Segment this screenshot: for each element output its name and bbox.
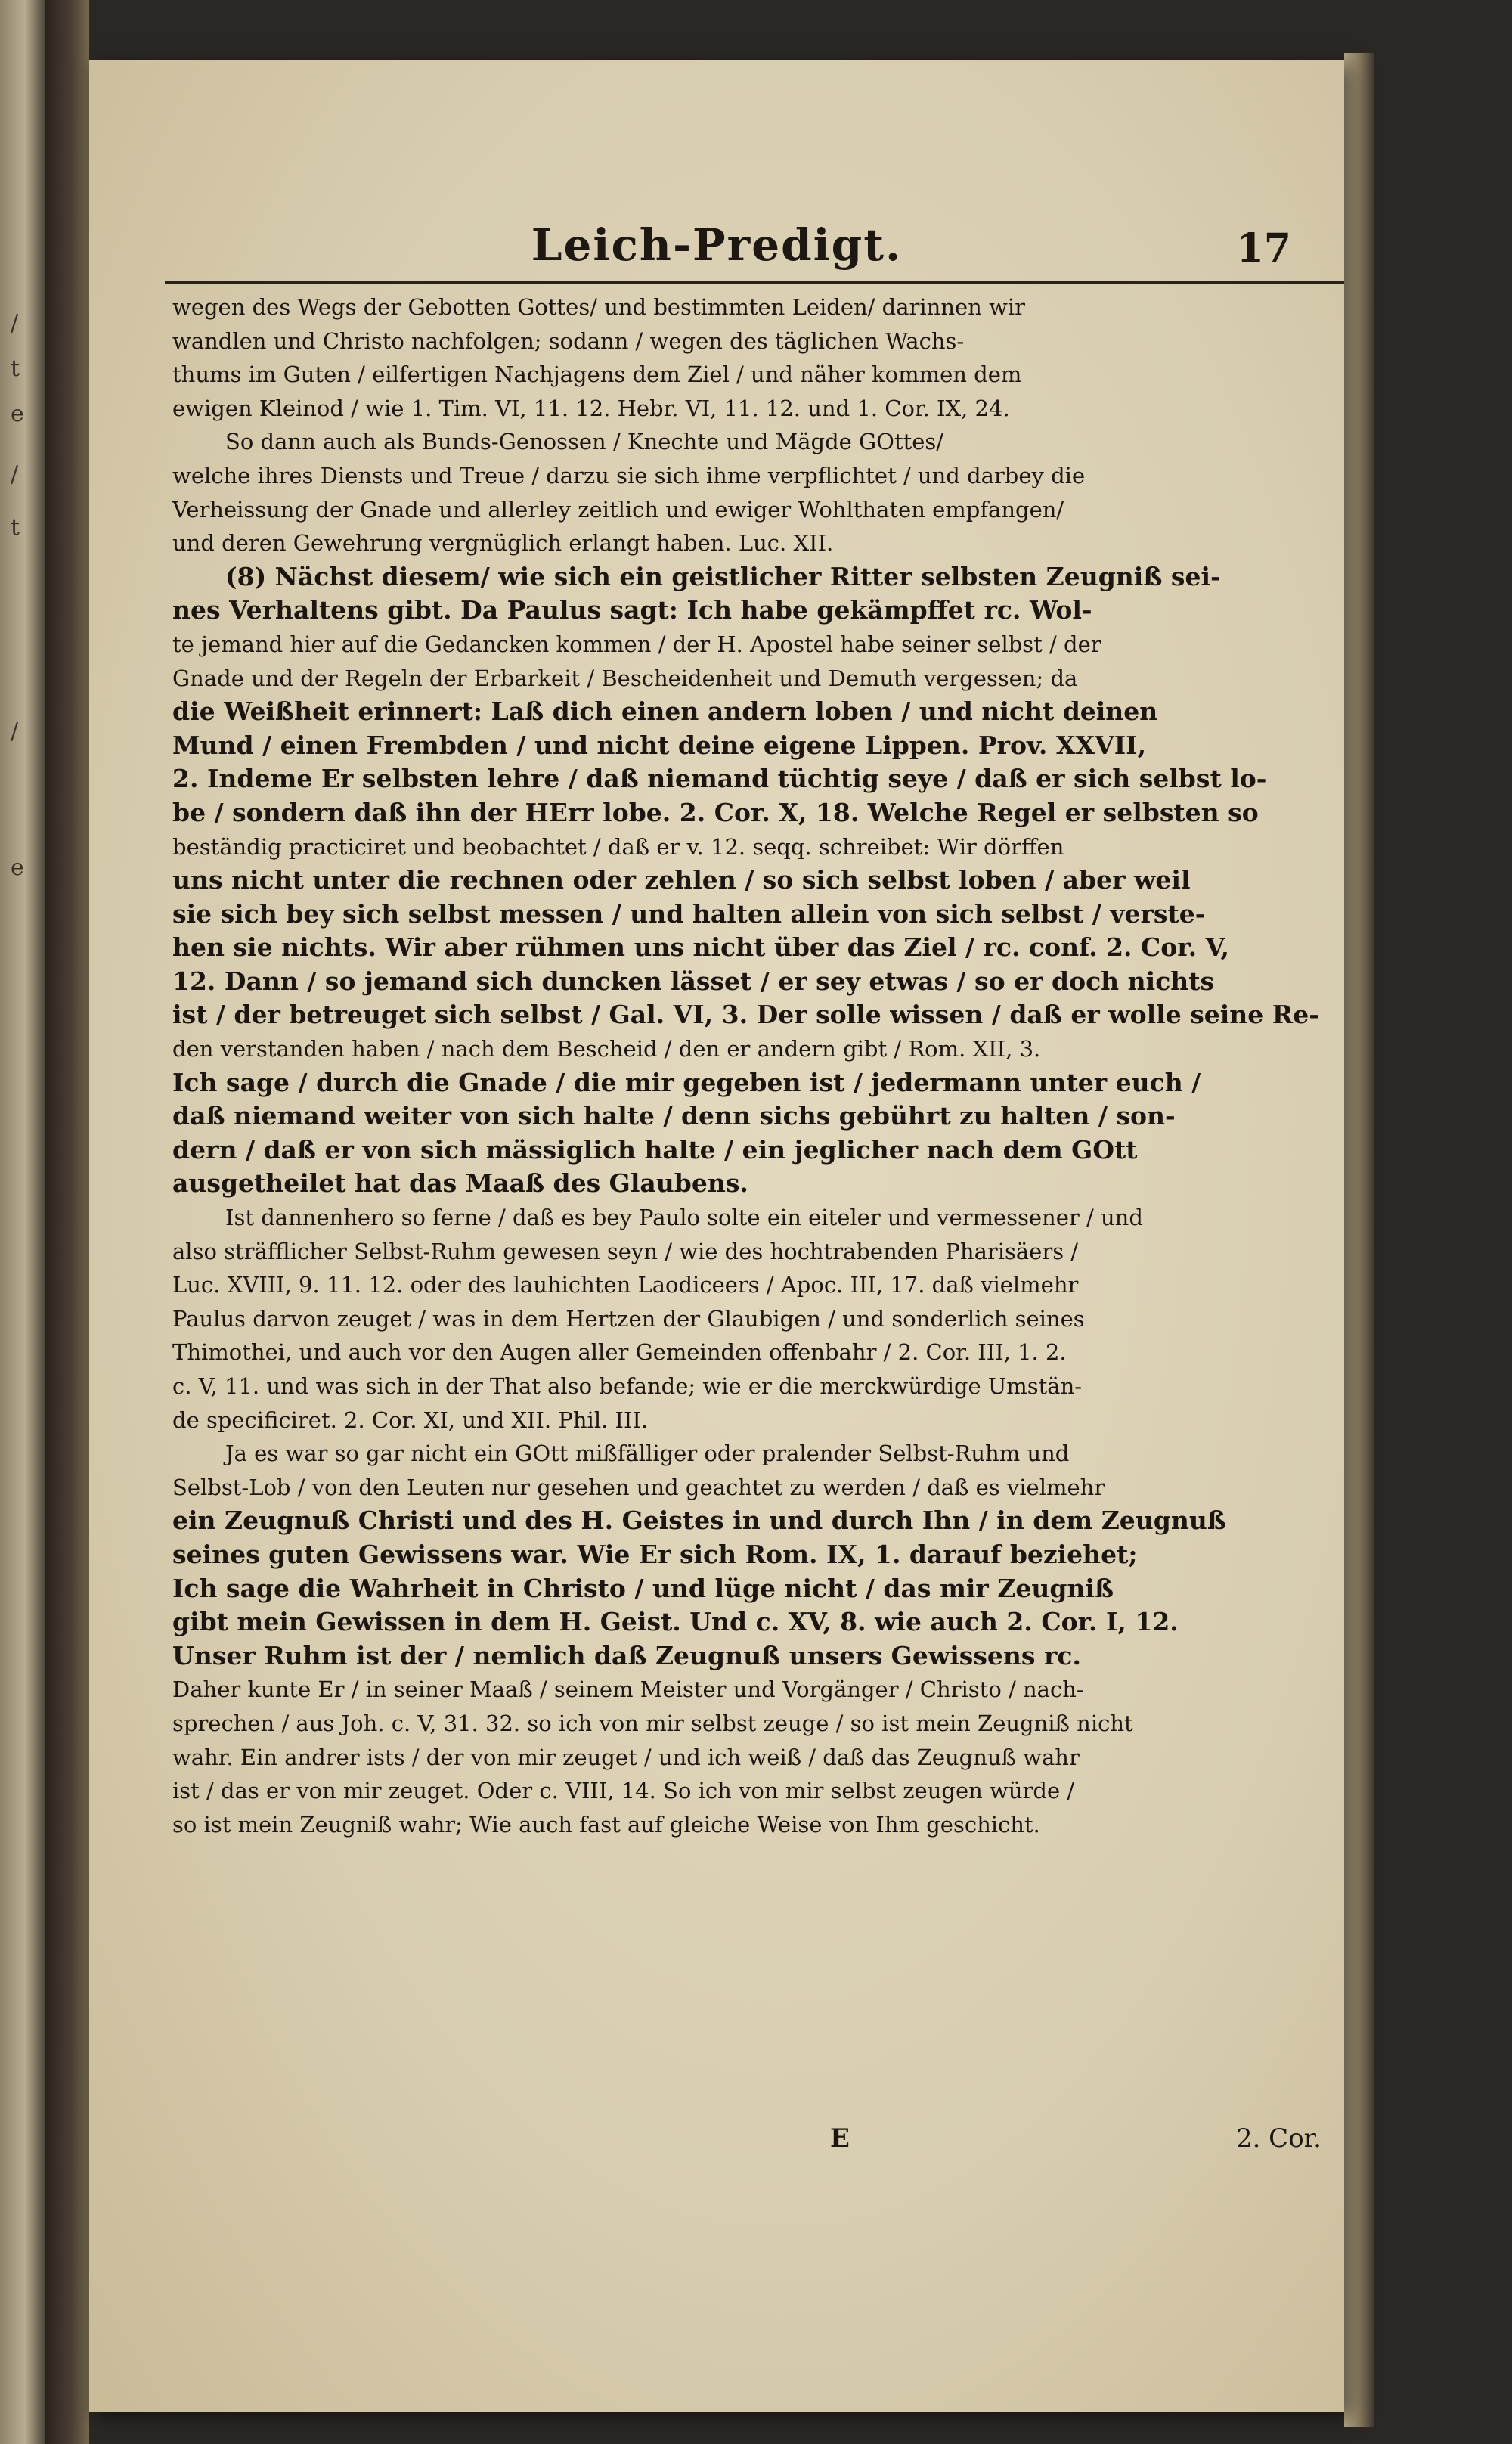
text-line: te jemand hier auf die Gedancken kommen / der H. Apostel habe seiner selbst / der: [172, 631, 1101, 657]
text-line: sprechen / aus Joh. c. V, 31. 32. so ich von mir selbst zeuge / so ist mein Zeugniß nicht: [172, 1710, 1133, 1736]
text-line: thums im Guten / eilfertigen Nachjagens dem Ziel / und näher kommen dem: [172, 361, 1022, 388]
text-line: uns nicht unter die rechnen oder zehlen / so sich selbst loben / aber weil: [172, 865, 1191, 895]
signature-mark: E: [830, 2123, 850, 2154]
text-line: Thimothei, und auch vor den Augen aller Gemeinden offenbahr / 2. Cor. III, 1. 2.: [172, 1339, 1067, 1366]
text-line: hen sie nichts. Wir aber rühmen uns nicht über das Ziel / rc. conf. 2. Cor. V,: [172, 932, 1229, 963]
text-line: de specificiret. 2. Cor. XI, und XII. Phil. III.: [172, 1407, 649, 1433]
text-line: Unser Ruhm ist der / nemlich daß Zeugnuß unsers Gewissens rc.: [172, 1640, 1081, 1670]
previous-page-letter: /: [11, 461, 19, 488]
text-line: ist / das er von mir zeuget. Oder c. VIII, 14. So ich von mir selbst zeugen würde /: [172, 1778, 1075, 1804]
text-line: ist / der betreuget sich selbst / Gal. VI, 3. Der solle wissen / daß er wolle seine Re-: [172, 1000, 1319, 1030]
footer-line: [172, 2123, 1344, 2161]
text-line: so ist mein Zeugniß wahr; Wie auch fast auf gleiche Weise von Ihm geschicht.: [172, 1811, 1040, 1838]
text-line: beständig practiciret und beobachtet / daß er v. 12. seqq. schreibet: Wir dörffen: [172, 833, 1064, 860]
book-page: [89, 60, 1344, 2412]
text-line: c. V, 11. und was sich in der That also befande; wie er die merckwürdige Umstän-: [172, 1373, 1083, 1399]
text-line: also sträfflicher Selbst-Ruhm gewesen seyn / wie des hochtrabenden Pharisäers /: [172, 1238, 1079, 1264]
text-line: Ich sage / durch die Gnade / die mir gegeben ist / jedermann unter euch /: [172, 1067, 1201, 1097]
text-line: die Weißheit erinnert: Laß dich einen andern loben / und nicht deinen: [172, 696, 1158, 727]
text-line: daß niemand weiter von sich halte / denn sichs gebührt zu halten / son-: [172, 1101, 1176, 1131]
text-line: Luc. XVIII, 9. 11. 12. oder des lauhichten Laodiceers / Apoc. III, 17. daß vielmehr: [172, 1272, 1079, 1298]
previous-page-letter: e: [11, 401, 24, 427]
text-line: be / sondern daß ihn der HErr lobe. 2. Cor. X, 18. Welche Regel er selbsten so: [172, 797, 1259, 827]
text-line: Mund / einen Frembden / und nicht deine eigene Lippen. Prov. XXVII,: [172, 730, 1147, 760]
text-line: dern / daß er von sich mässiglich halte / ein jeglicher nach dem GOtt: [172, 1134, 1138, 1165]
previous-page-letter: t: [11, 355, 20, 382]
body-text: [172, 290, 1344, 1841]
text-line: Daher kunte Er / in seiner Maaß / seinem Meister und Vorgänger / Christo / nach-: [172, 1676, 1084, 1703]
text-line: Gnade und der Regeln der Erbarkeit / Bescheidenheit und Demuth vergessen; da: [172, 665, 1078, 691]
book-gutter: [45, 0, 89, 2444]
previous-page-letter: /: [11, 310, 19, 337]
text-line: Ich sage die Wahrheit in Christo / und lüge nicht / das mir Zeugniß: [172, 1573, 1114, 1603]
previous-page-letter: t: [11, 514, 20, 541]
header-rule: [165, 281, 1344, 284]
text-line: (8) Nächst diesem/ wie sich ein geistlicher Ritter selbsten Zeugniß sei-: [225, 561, 1221, 591]
text-line: wegen des Wegs der Gebotten Gottes/ und bestimmten Leiden/ darinnen wir: [172, 294, 1026, 320]
catchword: 2. Cor.: [1235, 2123, 1321, 2154]
text-line: nes Verhaltens gibt. Da Paulus sagt: Ich habe gekämpffet rc. Wol-: [172, 595, 1092, 625]
text-line: gibt mein Gewissen in dem H. Geist. Und c. XV, 8. wie auch 2. Cor. I, 12.: [172, 1607, 1179, 1637]
text-line: So dann auch als Bunds-Genossen / Knechte und Mägde GOttes/: [225, 429, 944, 455]
running-head: Leich-Predigt.: [531, 219, 903, 271]
previous-page-edge: [0, 0, 45, 2444]
text-line: sie sich bey sich selbst messen / und halten allein von sich selbst / verste-: [172, 898, 1206, 929]
text-line: Paulus darvon zeuget / was in dem Hertzen der Glaubigen / und sonderlich seines: [172, 1305, 1085, 1332]
text-line: Ja es war so gar nicht ein GOtt mißfälliger oder pralender Selbst-Ruhm und: [225, 1441, 1070, 1467]
text-line: Verheissung der Gnade und allerley zeitlich und ewiger Wohlthaten empfangen/: [172, 496, 1064, 523]
text-line: Selbst-Lob / von den Leuten nur gesehen und geachtet zu werden / daß es vielmehr: [172, 1474, 1105, 1500]
text-line: ewigen Kleinod / wie 1. Tim. VI, 11. 12. Hebr. VI, 11. 12. und 1. Cor. IX, 24.: [172, 395, 1010, 421]
page-number: 17: [1236, 225, 1291, 271]
text-line: wahr. Ein andrer ists / der von mir zeuget / und ich weiß / daß das Zeugnuß wahr: [172, 1744, 1080, 1770]
text-line: seines guten Gewissens war. Wie Er sich Rom. IX, 1. darauf beziehet;: [172, 1539, 1138, 1569]
text-line: den verstanden haben / nach dem Bescheid / den er andern gibt / Rom. XII, 3.: [172, 1036, 1041, 1062]
text-line: wandlen und Christo nachfolgen; sodann / wegen des täglichen Wachs-: [172, 327, 965, 354]
text-line: und deren Gewehrung vergnüglich erlangt haben. Luc. XII.: [172, 530, 834, 557]
text-line: ausgetheilet hat das Maaß des Glaubens.: [172, 1168, 748, 1199]
text-line: 12. Dann / so jemand sich duncken lässet / er sey etwas / so er doch nichts: [172, 966, 1215, 996]
page-fore-edge: [1344, 53, 1374, 2427]
text-line: ein Zeugnuß Christi und des H. Geistes in und durch Ihn / in dem Zeugnuß: [172, 1506, 1226, 1536]
text-line: Ist dannenhero so ferne / daß es bey Paulo solte ein eiteler und vermessener / und: [225, 1205, 1143, 1231]
previous-page-letter: /: [11, 718, 19, 745]
text-line: welche ihres Diensts und Treue / darzu sie sich ihme verpflichtet / und darbey die: [172, 462, 1086, 488]
previous-page-letter: e: [11, 854, 24, 881]
text-line: 2. Indeme Er selbsten lehre / daß niemand tüchtig seye / daß er sich selbst lo-: [172, 764, 1267, 794]
